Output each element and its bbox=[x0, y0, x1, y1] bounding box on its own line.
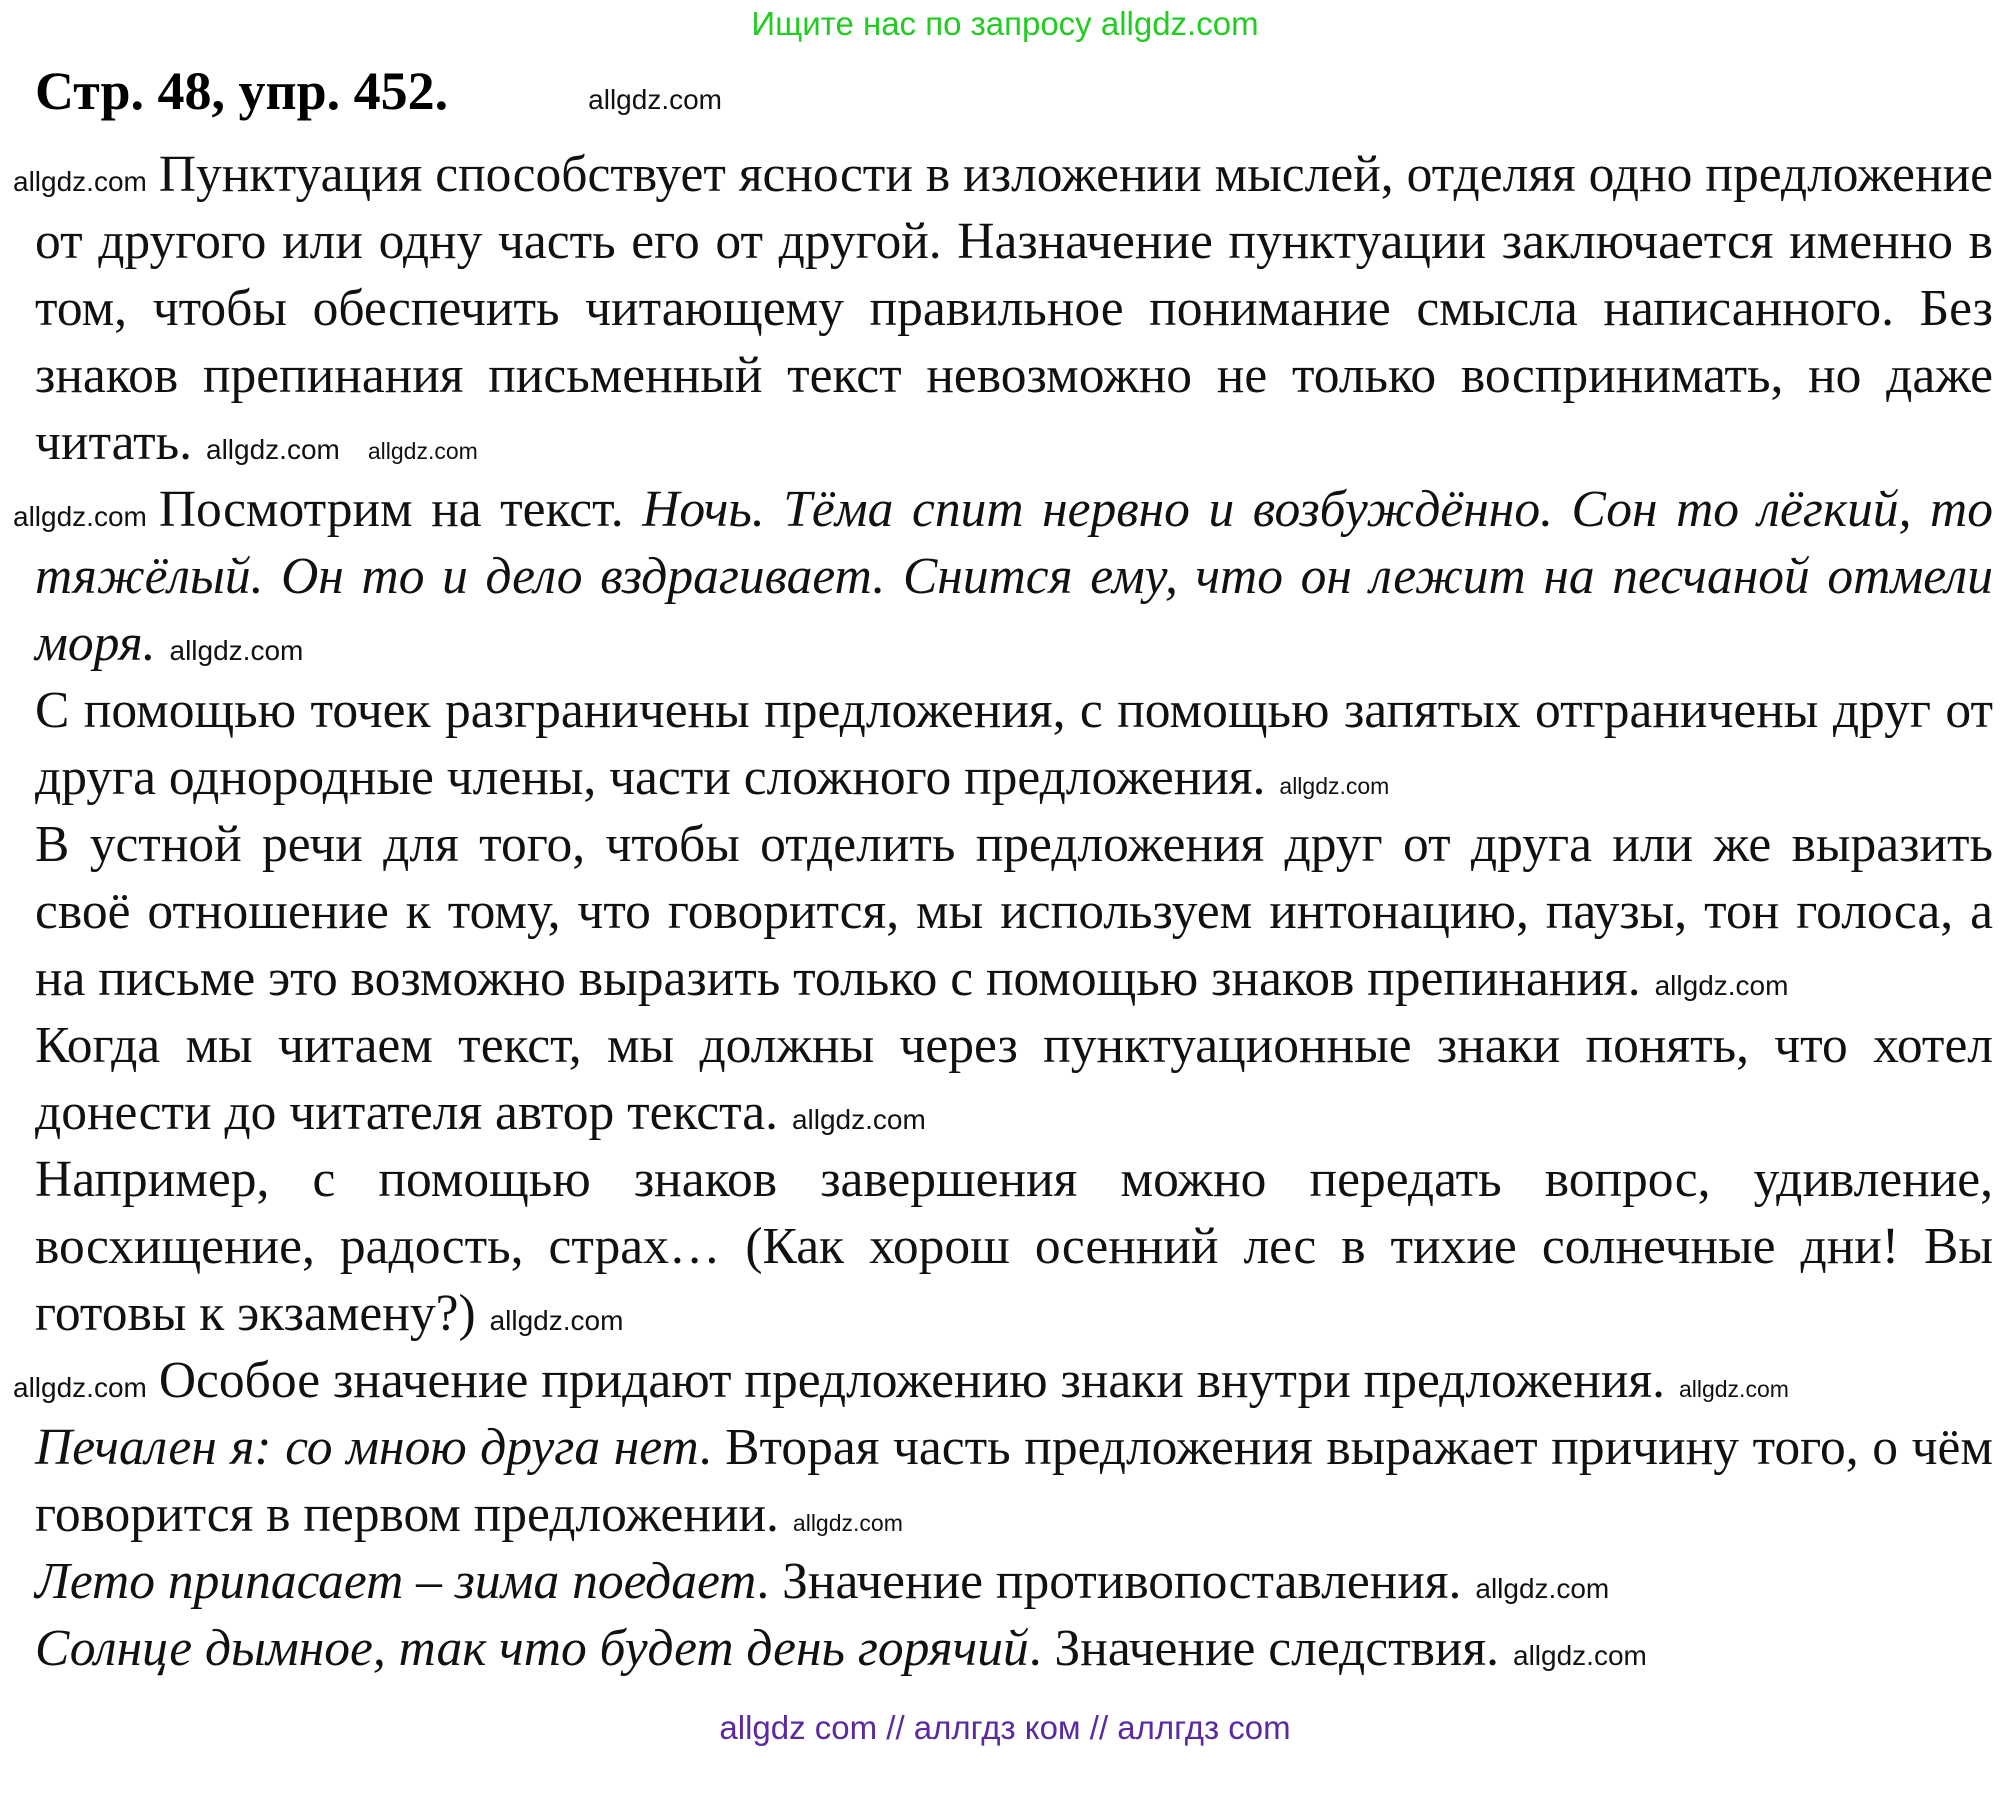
text: . Значение следствия. bbox=[1028, 1620, 1500, 1677]
example-italic: Солнце дымное, так что будет день горячий bbox=[35, 1620, 1029, 1677]
watermark: allgdz.com bbox=[1654, 970, 1789, 1001]
watermark: allgdz.com bbox=[792, 1510, 903, 1536]
answer-text bbox=[13, 141, 1993, 1682]
watermark: allgdz.com bbox=[13, 1372, 147, 1403]
quote-italic: Ночь. Тёма спит нервно и возбуждённо. Сон то лёгкий, то тяжёлый. Он то и дело вздрагивает. Снится ему, что он лежит на песчаной отмели моря. bbox=[35, 481, 1993, 672]
watermark: allgdz.com bbox=[367, 438, 478, 464]
paragraph bbox=[13, 476, 1993, 677]
example-italic: Лето припасает – зима поедает bbox=[35, 1553, 757, 1610]
watermark: allgdz.com bbox=[206, 434, 340, 465]
text: Например, с помощью знаков завершения можно передать вопрос, удивление, восхищение, радость, страх… (Как хорош осенний лес в тихие солнечные дни! Вы готовы к экзамену?) bbox=[35, 1151, 1993, 1342]
watermark: allgdz.com bbox=[13, 166, 147, 197]
watermark: allgdz.com bbox=[588, 84, 722, 115]
paragraph bbox=[35, 811, 1993, 1012]
page-title: Стр. 48, упр. 452. bbox=[35, 61, 449, 121]
paragraph bbox=[35, 1615, 1993, 1682]
paragraph bbox=[35, 1548, 1993, 1615]
text: Особое значение придают предложению знаки внутри предложения. bbox=[158, 1352, 1665, 1409]
watermark: allgdz.com bbox=[1513, 1640, 1647, 1671]
title-row bbox=[35, 60, 2010, 137]
footer-links[interactable]: allgdz com // аллгдз ком // аллгдз com bbox=[719, 1709, 1291, 1746]
watermark: allgdz.com bbox=[1279, 773, 1390, 799]
watermark: allgdz.com bbox=[169, 635, 304, 666]
watermark: allgdz.com bbox=[791, 1104, 926, 1135]
text: В устной речи для того, чтобы отделить предложения друг от друга или же выразить своё отношение к тому, что говорится, мы используем интонацию, паузы, тон голоса, а на письме это возможно выразить только с помощью знаков препинания. bbox=[35, 816, 1993, 1007]
example-italic: Печален я: со мною друга нет bbox=[35, 1419, 699, 1476]
paragraph bbox=[35, 1012, 1993, 1146]
header-search-link[interactable]: Ищите нас по запросу allgdz.com bbox=[751, 5, 1259, 42]
text: Посмотрим на текст. bbox=[158, 481, 643, 538]
watermark: allgdz.com bbox=[13, 501, 147, 532]
text: С помощью точек разграничены предложения, с помощью запятых отграничены друг от друга однородные члены, части сложного предложения. bbox=[35, 682, 1993, 806]
watermark: allgdz.com bbox=[1678, 1376, 1789, 1402]
text: Когда мы читаем текст, мы должны через пунктуационные знаки понять, что хотел донести до читателя автор текста. bbox=[35, 1017, 1993, 1141]
paragraph bbox=[35, 677, 1993, 811]
paragraph bbox=[13, 141, 1993, 476]
paragraph bbox=[35, 1146, 1993, 1347]
text: Пунктуация способствует ясности в изложении мыслей, отделяя одно предложение от другого или одну часть его от другой. Назначение пунктуации заключается именно в том, чтобы обеспечить читающему правильное понимание смысла написанного. Без знаков препинания письменный текст невозможно не только воспринимать, но даже читать. bbox=[35, 146, 1993, 471]
paragraph bbox=[13, 1347, 1993, 1414]
paragraph bbox=[35, 1414, 1993, 1548]
text: . Значение противопоставления. bbox=[756, 1553, 1462, 1610]
watermark: allgdz.com bbox=[1475, 1573, 1610, 1604]
watermark: allgdz.com bbox=[489, 1305, 624, 1336]
text: . Вторая часть предложения выражает причину того, о чём говорится в первом предложении. bbox=[35, 1419, 1993, 1543]
